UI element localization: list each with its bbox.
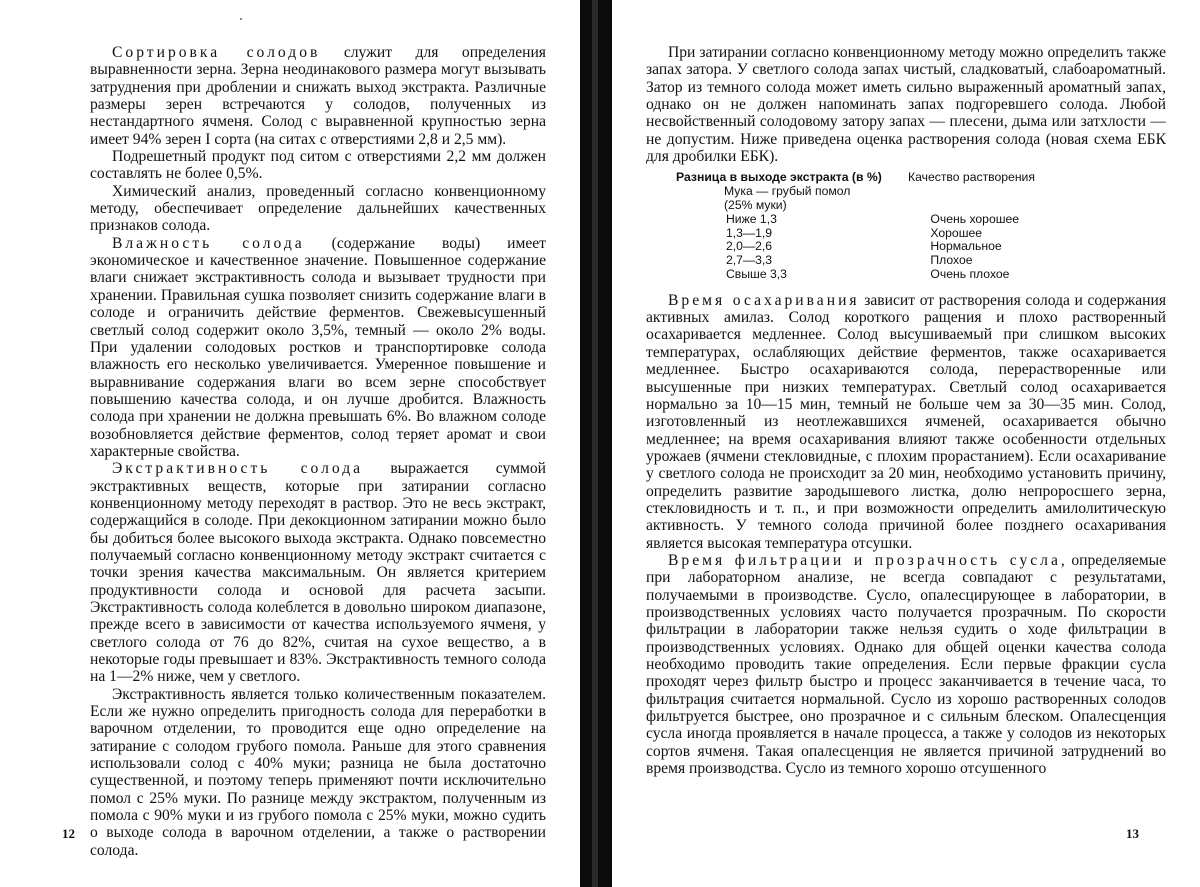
paragraph-chemical-analysis: Химический анализ, проведенный согласно конвенционному методу, обеспечивает определение дальнейших качественных признаков солода. <box>90 182 546 235</box>
paragraph-filtration: Время фильтрации и прозрачность сусла, определяемые при лабораторном анализе, не всегда совпадают с результатами, получаемыми в производстве. Сусло, опалесцирующее в лаборатории, в производственных условиях часто получается прозрачным. По скорости фильтрации в лаборатории также нельзя судить о ходе фильтрации в производственных условиях. Однако для общей оценки качества солода необходимо проводить такие определения. Если первые фракции сусла проходят через фильтр быстро и процесс заканчивается в течение часа, то фильтрация считается нормальной. Сусло из хорошо растворенных солодов фильтруется быстрее, оно прозрачное и с сильным блеском. Опалесценция сусла иногда проявляется в начале процесса, а также у солодов из некоторых сортов ячменя. Такая опалесценция не является причиной затруднений во время производства. Сусло из темного хорошо отсушенного <box>646 551 1167 778</box>
page-number-right: 13 <box>1126 826 1139 841</box>
term-extractivity: Экстрактивность солода <box>112 460 364 478</box>
term-sorting: Сортировка солодов <box>112 44 321 61</box>
table-row <box>676 254 1096 268</box>
right-text-column <box>646 44 1166 777</box>
table-subheader-2 <box>676 199 1096 213</box>
term-filtration: Время фильтрации и прозрачность сусла <box>668 551 1061 569</box>
table-header-quality: Качество растворения <box>908 170 1035 185</box>
table-row <box>676 213 1096 227</box>
table-subheader-grind: Мука — грубый помол <box>724 184 851 199</box>
table-cell-range: Свыше 3,3 <box>726 266 787 281</box>
table-cell-range: 2,0—2,6 <box>726 239 773 254</box>
book-gutter <box>580 0 612 887</box>
paragraph-sorting: Сортировка солодов служит для определения выравненности зерна. Зерна неодинакового размера могут вызывать затруднения при дроблении и снижать выход экстракта. Различные размеры зерен встречаются у солодов, полученных из нестандартного ячменя. Солод с выравненной крупностью зерна имеет 94% зерен I сорта (на ситах с отверстиями 2,8 и 2,5 мм). <box>90 44 546 148</box>
right-page <box>612 0 1200 887</box>
table-row <box>676 268 1096 282</box>
table-header <box>676 171 1096 185</box>
table-cell-range: Ниже 1,3 <box>726 211 777 226</box>
table-cell-quality: Очень плохое <box>930 266 1010 281</box>
page-number-left: 12 <box>62 826 75 841</box>
dissolution-table <box>676 171 1096 281</box>
paragraph-mash-aroma: При затирании согласно конвенционному методу можно определить также запах затора. У светлого солода запах чистый, сладковатый, слабоароматный. Затор из темного солода может иметь сильно выраженный ароматный запах, однако он не должен напоминать запах подгоревшего солода. Любой несвойственный солодовому затору запах — плесени, дыма или затхлости — не допустим. Ниже приведена оценка растворения солода (новая схема ЕБК для дробилки ЕБК). <box>646 44 1166 166</box>
print-speck <box>240 18 242 20</box>
term-moisture: Влажность солода <box>112 234 305 252</box>
table-row <box>676 240 1096 254</box>
table-cell-quality: Очень хорошее <box>930 211 1020 226</box>
table-cell-quality: Хорошее <box>930 225 983 240</box>
left-text-column <box>90 44 546 859</box>
table-row <box>676 227 1096 241</box>
paragraph-extractivity: Экстрактивность солода выражается суммой экстрактивных веществ, которые при затирании согласно конвенционному методу переходят в раствор. Это не весь экстракт, содержащийся в солоде. При декокционном затирании можно было бы добиться более высокого выхода экстракта. Однако повсеместно получаемый согласно конвенционному методу экстракт считается с точки зрения качества максимальным. Он является критерием продуктивности солода и основой для расчета засыпи. Экстрактивность солода колеблется в довольно широком диапазоне, прежде всего в зависимости от качества используемого ячменя, у светлого солода от 76 до 82%, считая на сухое вещество, а в некоторые годы превышает и 83%. Экстрактивность темного солода на 1—2% ниже, чем у светлого. <box>90 460 546 686</box>
table-subheader-flour: (25% муки) <box>724 198 787 212</box>
paragraph-saccharification: Время осахаривания зависит от растворения солода и содержания активных амилаз. Солод короткого ращения и плохо растворенный осахаривается медленнее. Солод высушиваемый при слишком высоких температурах, ослабляющих действие ферментов, также осахаривается медленнее. Быстро осахариваются солода, перерастворенные или высушенные при низких температурах. Светлый солод осахаривается нормально за 10—15 мин, темный не больше чем за 30—35 мин. Солод, изготовленный из неотлежавшихся ячменей, осахаривается обычно медленнее; на время осахаривания влияют также особенности отдельных урожаев (ячмени стекловидные, с плохим прорастанием). Если осахаривание у светлого солода не происходит за 20 мин, необходимо установить причину, определить развитие зародышевого листка, долю непроросшего зерна, стекловидность и т. п., и при возможности определить амилолитическую активность. У темного солода причиной более позднего осахаривания является высокая температура отсушки. <box>646 291 1166 552</box>
table-cell-quality: Плохое <box>930 253 973 268</box>
table-cell-range: 2,7—3,3 <box>726 253 773 268</box>
paragraph-extract-difference: Экстрактивность является только количественным показателем. Если же нужно определить пригодность солода для переработки в варочном отделении, то проводится еще одно определение на затирание с солодом грубого помола. Раньше для этого сравнения использовали солод с 40% муки; разница не была достаточно существенной, и поэтому теперь применяют почти исключительно помол с 25% муки. По разнице между экстрактом, полученным из помола с 90% муки и из грубого помола с 25% муки, можно судить о выходе солода в варочном отделении, а также о растворении солода. <box>90 685 546 859</box>
paragraph-sieve: Подрешетный продукт под ситом с отверстиями 2,2 мм должен составлять не более 0,5%. <box>90 148 546 183</box>
table-header-difference: Разница в выходе экстракта (в %) <box>676 170 882 185</box>
table-cell-range: 1,3—1,9 <box>726 225 773 240</box>
left-page <box>0 0 580 887</box>
paragraph-moisture: Влажность солода (содержание воды) имеет экономическое и качественное значение. Повышенное содержание влаги снижает экстрактивность солода и вызывает трудности при хранении. Правильная сушка позволяет снизить содержание влаги в солоде и ограничить действие ферментов. Свежевысушенный светлый солод содержит около 3,5%, темный — около 2% воды. При удалении солодовых ростков и транспортировке солода влажность его несколько увеличивается. Умеренное повышение и выравнивание содержания влаги во всем зерне способствует повышению качества солода, и он лучше дробится. Влажность солода при хранении не должна превышать 6%. Во влажном солоде возобновляется действие ферментов, солод теряет аромат и свои характерные свойства. <box>90 234 546 460</box>
table-cell-quality: Нормальное <box>930 239 1002 254</box>
term-saccharification: Время осахаривания <box>668 291 860 309</box>
table-subheader <box>676 185 1096 199</box>
